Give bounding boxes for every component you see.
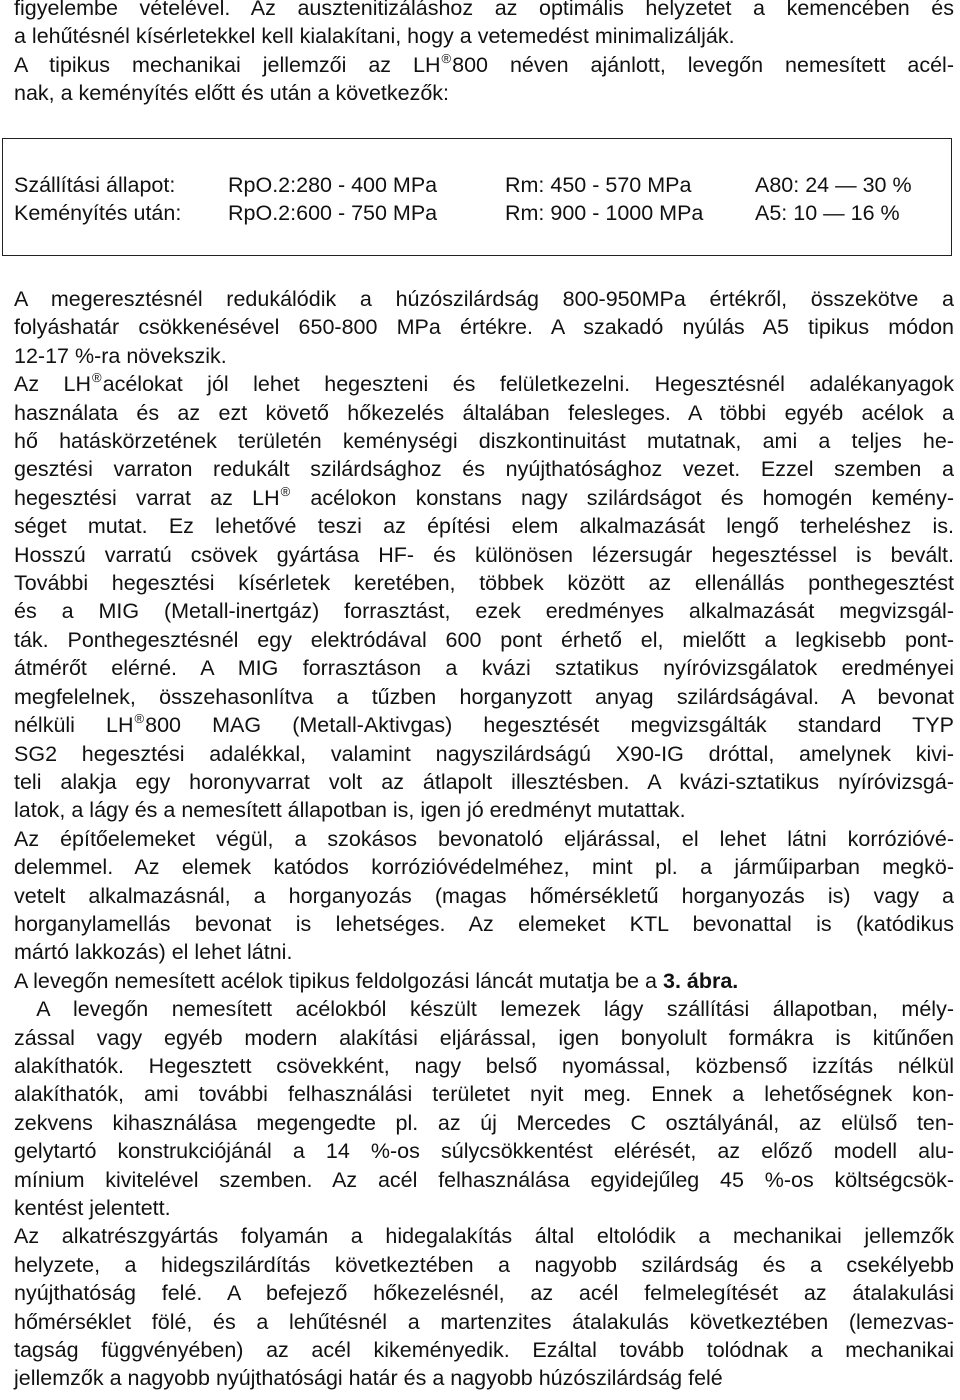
state-label: Keményítés után: — [14, 201, 182, 225]
text-line: zással vagy egyéb modern alakítási eljárással, igen bonyolult formákra is kitűnően — [14, 1025, 954, 1050]
text-line: alakíthatók. Hegesztett csövekként, nagy belső nyomással, közbenső izzítás nélkül — [14, 1053, 954, 1078]
tensile-strength: Rm: 450 - 570 MPa — [505, 173, 692, 197]
text-line: SG2 hegesztési adalékkal, valamint nagyszilárdságú X90-IG dróttal, amelynek kivi- — [14, 741, 954, 766]
text-line: A levegőn nemesített acélokból készült lemezek lágy szállítási állapotban, mély- — [14, 997, 954, 1022]
text-line: mínium kivitelével szemben. Az acél felhasználása egyidejűleg 45 %-os költségcsök- — [14, 1167, 954, 1192]
text-line: használata és az ezt követő hőkezelés általában felesleges. A többi egyéb acélok a — [14, 400, 954, 425]
yield-strength: RpO.2:280 - 400 MPa — [228, 173, 438, 197]
registered-mark: ® — [92, 370, 102, 386]
text-line: folyáshatár csökkenésével 650-800 MPa értékre. A szakadó nyúlás A5 tipikus módon — [14, 315, 954, 340]
text-line: alakíthatók, ami további felhasználási területet nyit meg. Ennek a lehetőségnek kon- — [14, 1082, 954, 1107]
text-line: tagság függvényében) az acél kikeményedik. Ezáltal tovább tolódnak a mechanikai — [14, 1338, 954, 1363]
intro-paragraph — [14, 0, 954, 108]
text-line: Az építőelemeket végül, a szokásos bevonatoló eljárással, el lehet látni korrózióvé- — [14, 826, 954, 851]
text-line: nélküli LH®800 MAG (Metall-Aktivgas) hegesztését megvizsgálták standard TYP — [14, 711, 954, 738]
text-line: 12-17 %-ra növekszik. — [14, 343, 227, 368]
text-line: nyújthatóság felé. A befejező hőkezelésnél, az acél felmelegítését az átalakulási — [14, 1281, 954, 1306]
text-line: séget mutat. Ez lehetővé teszi az építési elem alkalmazását lengő terheléshez is. — [14, 514, 954, 539]
text-line: a lehűtésnél kísérletekkel kell kialakítani, hogy a vetemedést minimalizálják. — [14, 24, 735, 49]
text-line: A levegőn nemesített acélok tipikus feldolgozási láncát mutatja be a 3. ábra. — [14, 968, 739, 993]
text-line: átmérőt elérné. A MIG forrasztáson a kvázi sztatikus nyíróvizsgálatok eredményei — [14, 656, 954, 681]
text-line: vetelt alkalmazásnál, a horganyozás (magas hőmérsékletű horganyozás is) vagy a — [14, 883, 954, 908]
registered-mark: ® — [134, 711, 145, 727]
registered-mark: ® — [441, 50, 452, 66]
text-line: megfelelnek, összehasonlítva a tűzben horganyzott anyag szilárdságával. A bevonat — [14, 684, 954, 709]
elongation: A5: 10 — 16 % — [755, 201, 900, 225]
text-line: További hegesztési kísérletek keretében, többek között az ellenállás ponthegesztést — [14, 571, 954, 596]
text-line: hő hatáskörzetének területén keménységi diszkontinuitást mutatnak, ami a teljes he- — [14, 429, 954, 454]
text-line: kentést jelentett. — [14, 1196, 171, 1220]
text-line: jellemzők a nagyobb nyújthatósági határ és a nagyobb húzószilárdság felé — [14, 1366, 723, 1391]
text-line: mártó lakkozás) el lehet látni. — [14, 940, 293, 965]
registered-mark: ® — [280, 483, 291, 499]
text-line: helyzete, a hidegszilárdítás következtében a nagyobb szilárdság és a csekélyebb — [14, 1252, 954, 1277]
text-line: Hosszú varratú csövek gyártása HF- és különösen lézersugár hegesztéssel is bevált. — [14, 542, 954, 567]
text-line: hegesztési varrat az LH® acélokon konstans nagy szilárdságot és homogén kemény- — [14, 483, 954, 510]
text-line: figyelembe vételével. Az ausztenitizáláshoz az optimális helyzetet a kemencében és — [14, 0, 954, 20]
text-line: Az LH®acélokat jól lehet hegeszteni és felületkezelni. Hegesztésnél adalékanyagok — [14, 370, 954, 397]
body-text — [14, 285, 954, 1393]
text-line: és a MIG (Metall-inertgáz) forrasztást, ezek eredményes alkalmazását megvizsgál- — [14, 599, 954, 624]
figure-reference: 3. ábra. — [662, 968, 739, 993]
text-line: nak, a keményítés előtt és után a következők: — [14, 81, 450, 106]
state-label: Szállítási állapot: — [14, 173, 176, 197]
text-line: zekvens kihasználása megengedte pl. az új Mercedes C osztályánál, az elülső ten- — [14, 1110, 954, 1135]
text-line: horganylamellás bevonat is lehetséges. Az elemeket KTL bevonattal is (katódikus — [14, 911, 954, 936]
yield-strength: RpO.2:600 - 750 MPa — [228, 201, 438, 225]
text-line: delemmel. Az elemek katódos korrózióvédelméhez, mint pl. a járműiparban megkö- — [14, 855, 954, 880]
text-line: A tipikus mechanikai jellemzői az LH®800 néven ajánlott, levegőn nemesített acél- — [14, 50, 954, 77]
elongation: A80: 24 — 30 % — [755, 173, 912, 197]
text-line: latok, a lágy és a nemesített állapotban is, igen jó eredményt mutattak. — [14, 798, 686, 823]
text-line: ták. Ponthegesztésnél egy elektródával 600 pont érhető el, mielőtt a legkisebb pont- — [14, 627, 954, 652]
text-line: Az alkatrészgyártás folyamán a hidegalakítás által eltolódik a mechanikai jellemzők — [14, 1224, 954, 1249]
text-line: teli alakja egy horonyvarrat volt az átlapolt illesztésben. A kvázi-sztatikus nyíróvizsgá- — [14, 769, 954, 794]
tensile-strength: Rm: 900 - 1000 MPa — [505, 201, 704, 225]
text-line: A megeresztésnél redukálódik a húzószilárdság 800-950MPa értékről, összekötve a — [14, 287, 954, 311]
text-line: gesztési varraton redukált szilárdsághoz és nyújthatósághoz vezet. Ezzel szemben a — [14, 457, 954, 482]
text-line: gelytartó konstrukciójánál a 14 %-os súlycsökkentést elérését, az előző modell alu- — [14, 1139, 954, 1164]
text-line: hőmérséklet fölé, és a lehűtésnél a martenzites átalakulás következtében (lemezvas- — [14, 1309, 954, 1334]
